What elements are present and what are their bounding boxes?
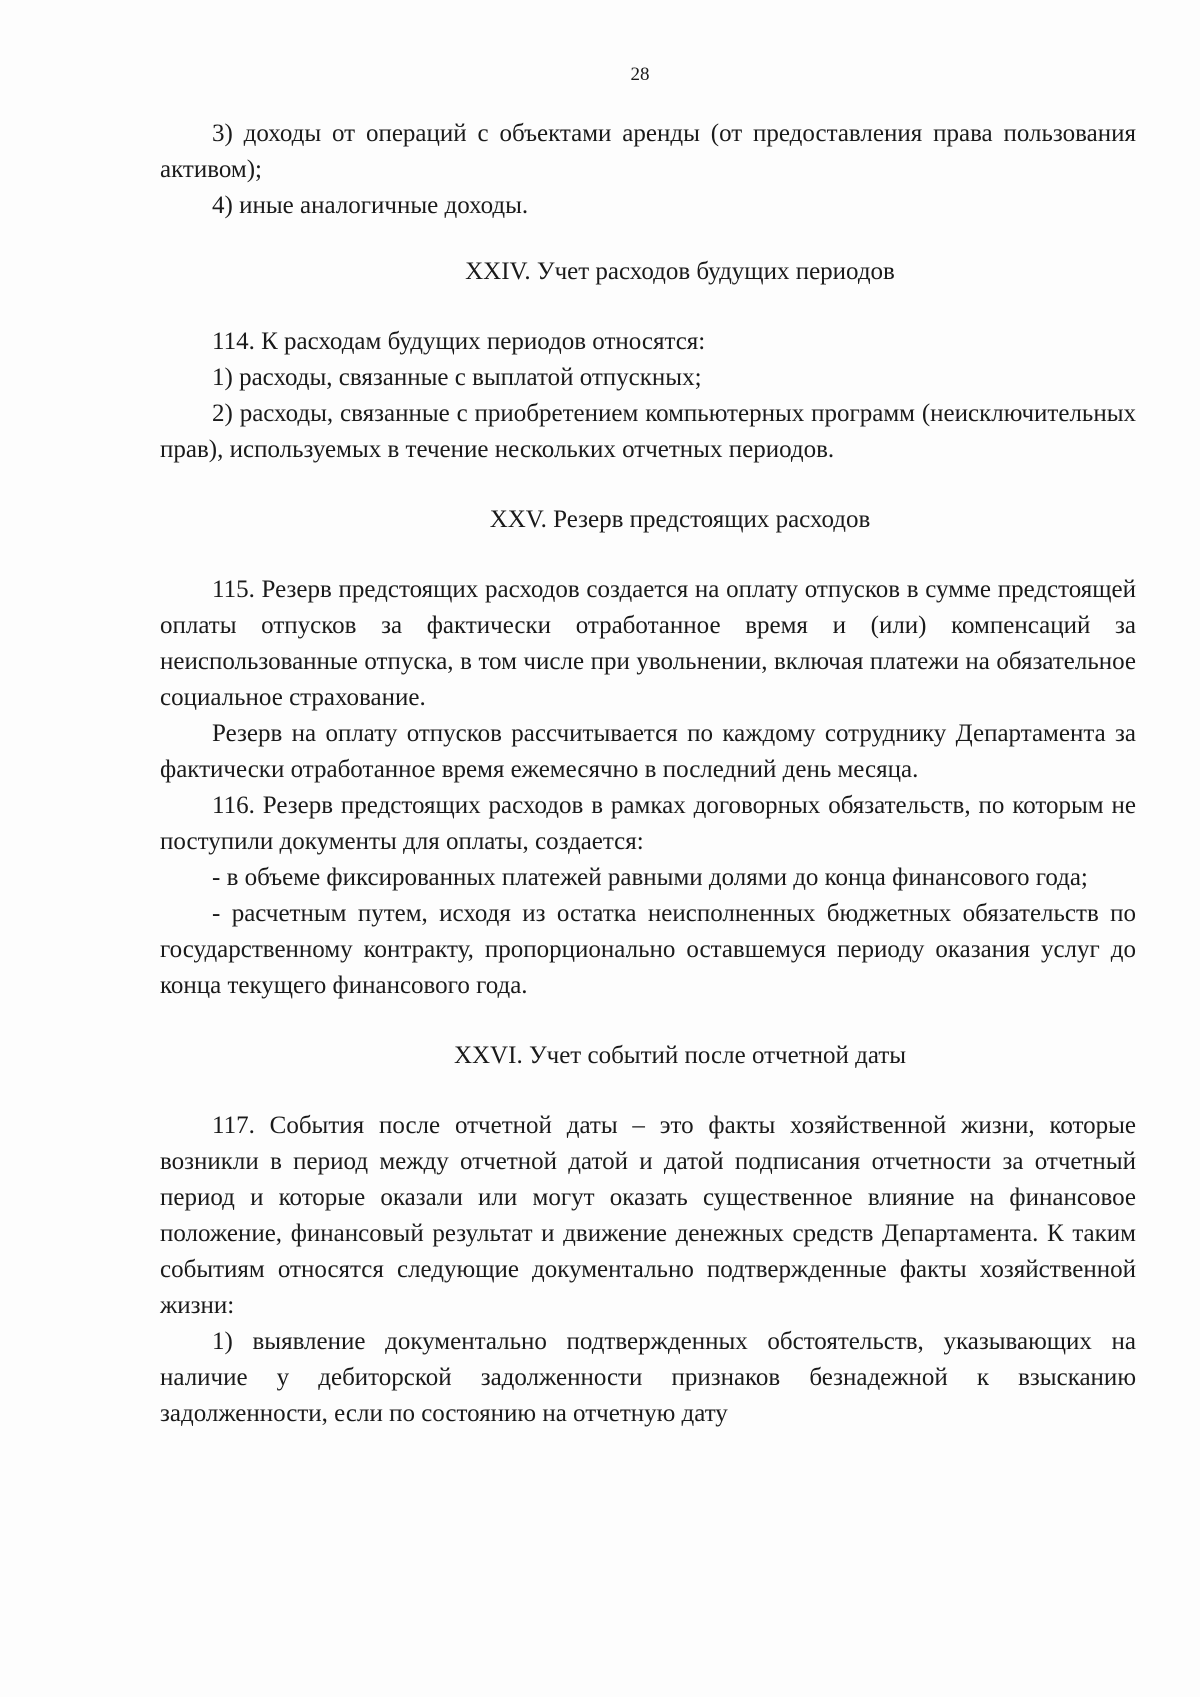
section-heading-xxvi: XXVI. Учет событий после отчетной даты bbox=[453, 1042, 907, 1069]
paragraph-117-item-1: 1) выявление документально подтвержденных обстоятельств, указывающих на наличие у дебиторской задолженности признаков безнадежной к взысканию задолженности, если по состоянию на отчетную дату bbox=[160, 1328, 1136, 1427]
paragraph-117: 117. События после отчетной даты – это факты хозяйственной жизни, которые возникли в период между отчетной датой и датой подписания отчетности за отчетный период и которые оказали или могут оказать существенное влияние на финансовое положение, финансовый результат и движение денежных средств Департамента. К таким событиям относятся следующие документально подтвержденные факты хозяйственной жизни: bbox=[160, 1112, 1136, 1319]
paragraph-116-item-calc: - расчетным путем, исходя из остатка неисполненных бюджетных обязательств по государственному контракту, пропорционально оставшемуся периоду оказания услуг до конца текущего финансового года. bbox=[160, 900, 1136, 999]
section-heading-xxiv: XXIV. Учет расходов будущих периодов bbox=[465, 258, 895, 285]
paragraph-114: 114. К расходам будущих периодов относятся: bbox=[212, 328, 706, 355]
paragraph-116-item-fixed: - в объеме фиксированных платежей равными долями до конца финансового года; bbox=[212, 864, 1088, 891]
paragraph-item-3: 3) доходы от операций с объектами аренды (от предоставления права пользования активом); bbox=[160, 120, 1136, 183]
paragraph-114-item-2: 2) расходы, связанные с приобретением компьютерных программ (неисключительных прав), используемых в течение нескольких отчетных периодов. bbox=[160, 400, 1136, 463]
paragraph-115: 115. Резерв предстоящих расходов создается на оплату отпусков в сумме предстоящей оплаты отпусков за фактически отработанное время и (или) компенсаций за неиспользованные отпуска, в том числе при увольнении, включая платежи на обязательное социальное страхование. bbox=[160, 576, 1136, 711]
page-number: 28 bbox=[630, 64, 650, 85]
section-heading-xxv: XXV. Резерв предстоящих расходов bbox=[489, 506, 871, 533]
paragraph-114-item-1: 1) расходы, связанные с выплатой отпускных; bbox=[212, 364, 702, 391]
paragraph-item-4: 4) иные аналогичные доходы. bbox=[212, 192, 529, 219]
document-body bbox=[160, 116, 1136, 1432]
paragraph-115-reserve-calc: Резерв на оплату отпусков рассчитывается по каждому сотруднику Департамента за фактически отработанное время ежемесячно в последний день месяца. bbox=[160, 720, 1136, 783]
paragraph-116: 116. Резерв предстоящих расходов в рамках договорных обязательств, по которым не поступили документы для оплаты, создается: bbox=[160, 792, 1136, 855]
